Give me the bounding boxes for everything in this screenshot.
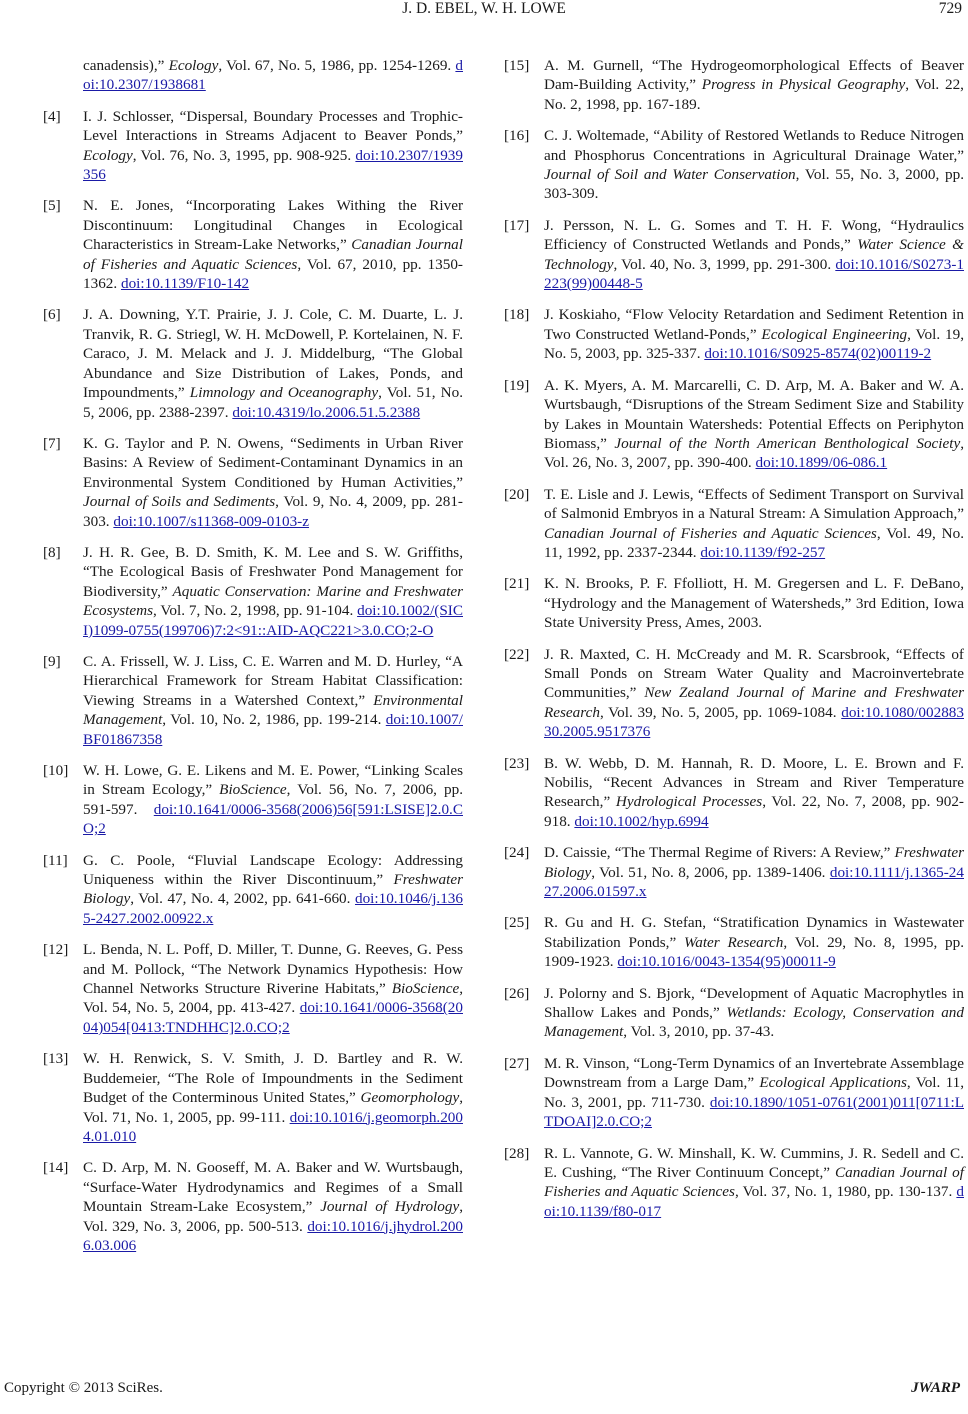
- reference-authors-title: J. A. Downing, Y.T. Prairie, J. J. Cole, C. M. Duarte, L. J. Tranvik, R. G. Striegl, W. H. McDowell, P. Kortelainen, N. F. Caraco, J. M. Melack and J. J. Middelburg, “The Global Abundance and Size Distribution of Lakes, Ponds, and Impoundments,”: [83, 306, 463, 402]
- reference-details: , Vol. 10, No. 2, 1986, pp. 199-214.: [162, 711, 386, 729]
- reference-text: [83, 305, 463, 421]
- reference-journal: Limnology and Oceanography: [189, 384, 379, 402]
- reference-item: [504, 645, 964, 742]
- reference-journal: BioScience: [219, 781, 287, 799]
- reference-details: , Vol. 39, No. 5, 2005, pp. 1069-1084.: [599, 703, 842, 721]
- reference-authors-title: R. L. Vannote, G. W. Minshall, K. W. Cummins, J. R. Sedell and C. E. Cushing, “The River Continuum Concept,”: [544, 1144, 964, 1181]
- reference-details: , Vol. 67, No. 5, 1986, pp. 1254-1269.: [218, 57, 456, 74]
- reference-authors-title: G. C. Poole, “Fluvial Landscape Ecology: Addressing Uniqueness within the River Discontinuum,”: [83, 851, 463, 889]
- reference-text: [83, 196, 463, 293]
- reference-item: [43, 305, 463, 421]
- reference-details: , Vol. 26, No. 3, 2007, pp. 390-400.: [544, 434, 964, 472]
- reference-authors-title: J. Persson, N. L. G. Somes and T. H. F. Wong, “Hydraulics Efficiency of Constructed Wetlands and Ponds,”: [544, 216, 964, 254]
- reference-item: [504, 126, 964, 204]
- reference-journal: Hydrological Processes: [615, 793, 763, 811]
- reference-details: , Vol. 71, No. 1, 2005, pp. 99-111.: [83, 1089, 463, 1126]
- reference-number: [7]: [43, 434, 61, 452]
- doi-link[interactable]: doi:10.1002/hyp.6994: [574, 812, 709, 830]
- doi-link[interactable]: doi:10.1016/S0273-1223(99)00448-5: [544, 255, 964, 293]
- reference-journal: BioScience: [391, 980, 460, 998]
- doi-link[interactable]: doi:10.1007/BF01867358: [83, 711, 463, 748]
- reference-text: [544, 56, 964, 114]
- reference-number: [8]: [43, 543, 61, 561]
- reference-journal: Ecology: [168, 57, 219, 74]
- reference-text: [544, 485, 964, 563]
- right-column: [504, 56, 964, 1233]
- reference-journal: Freshwater Biology: [544, 844, 964, 881]
- reference-details: , Vol. 76, No. 3, 1995, pp. 908-925.: [132, 146, 356, 164]
- reference-authors-title: C. D. Arp, M. N. Gooseff, M. A. Baker and W. Wurtsbaugh, “Surface-Water Hydrodynamics and Regimes of a Small Mountain Stream-Lake Ecosystem,”: [83, 1159, 463, 1216]
- reference-details: , Vol. 51, No. 5, 2006, pp. 2388-2397.: [83, 384, 463, 421]
- doi-link[interactable]: doi:10.4319/lo.2006.51.5.2388: [232, 403, 421, 421]
- reference-authors-title: R. Gu and H. G. Stefan, “Stratification Dynamics in Wastewater Stabilization Ponds,”: [544, 914, 964, 951]
- reference-details: , Vol. 9, No. 4, 2009, pp. 281-303.: [83, 493, 463, 530]
- reference-number: [19]: [504, 376, 530, 394]
- doi-link[interactable]: doi:10.1139/f92-257: [700, 543, 826, 561]
- reference-text: [544, 913, 964, 971]
- reference-text: [544, 645, 964, 742]
- reference-text: [544, 754, 964, 832]
- reference-details: , Vol. 22, No. 2, 1998, pp. 167-189.: [544, 76, 964, 113]
- reference-item: [504, 305, 964, 363]
- reference-text: [83, 107, 463, 185]
- reference-item: [504, 754, 964, 832]
- doi-link[interactable]: doi:10.1016/j.geomorph.2004.01.010: [83, 1108, 463, 1145]
- doi-link[interactable]: doi:10.1016/S0925-8574(02)00119-2: [704, 345, 932, 363]
- doi-link[interactable]: doi:10.1890/1051-0761(2001)011[0711:LTDOAI]2.0.CO;2: [544, 1093, 964, 1131]
- reference-details: , Vol. 56, No. 7, 2006, pp. 591-597.: [83, 781, 464, 818]
- reference-details: , Vol. 55, No. 3, 2000, pp. 303-309.: [544, 166, 965, 203]
- reference-journal: Journal of Soil and Water Conservation: [544, 166, 796, 184]
- reference-journal: New Zealand Journal of Marine and Freshwater Research: [544, 684, 964, 721]
- reference-number: [26]: [504, 984, 530, 1002]
- reference-text: [83, 434, 463, 531]
- reference-number: [12]: [43, 941, 69, 959]
- reference-details: , Vol. 329, No. 3, 2006, pp. 500-513.: [83, 1198, 464, 1235]
- doi-link[interactable]: doi:10.1641/0006-3568(2004)054[0413:TNDHHC]2.0.CO;2: [83, 999, 463, 1036]
- journal-abbrev: JWARP: [911, 1380, 960, 1396]
- doi-link[interactable]: doi:10.1046/j.1365-2427.2002.00922.x: [83, 890, 463, 927]
- reference-authors-title: A. K. Myers, A. M. Marcarelli, C. D. Arp, M. A. Baker and W. A. Wurtsbaugh, “Disruptions of the Stream Sediment Size and Stability by Lakes in Mountain Watersheds: Potential Effects on Periphyton Biomass,”: [544, 376, 964, 452]
- reference-number: [16]: [504, 127, 530, 145]
- reference-item: [43, 940, 463, 1037]
- reference-details: , Vol. 19, No. 5, 2003, pp. 325-337.: [544, 325, 964, 363]
- copyright-notice: Copyright © 2013 SciRes.: [4, 1380, 163, 1396]
- reference-authors-title: C. A. Frissell, W. J. Liss, C. E. Warren and M. D. Hurley, “A Hierarchical Framework for Stream Habitat Classification: Viewing Streams in a Watershed Context,”: [83, 652, 463, 709]
- reference-authors-title: B. W. Webb, D. M. Hannah, R. D. Moore, L. E. Brown and F. Nobilis, “Recent Advances in Stream and River Temperature Research,”: [544, 754, 964, 811]
- reference-details: , Vol. 54, No. 5, 2004, pp. 413-427.: [83, 980, 463, 1017]
- reference-item: [504, 913, 964, 971]
- reference-authors-title: M. R. Vinson, “Long-Term Dynamics of an Invertebrate Assemblage Downstream from a Large Dam,”: [544, 1054, 964, 1092]
- reference-authors-title: J. Koskiaho, “Flow Velocity Retardation and Sediment Retention in Two Constructed Wetland-Ponds,”: [544, 306, 964, 343]
- reference-authors-title: N. E. Jones, “Incorporating Lakes Withing the River Discontinuum: Longitudinal Changes in Ecological Characteristics in Stream-Lake Networks,”: [83, 197, 463, 254]
- reference-item: [504, 843, 964, 901]
- reference-item: [43, 434, 463, 531]
- reference-journal: Water Science & Technology: [544, 236, 964, 273]
- reference-details: , Vol. 51, No. 8, 2006, pp. 1389-1406.: [591, 863, 830, 881]
- doi-link[interactable]: doi:10.2307/1939356: [83, 146, 463, 184]
- reference-text: [83, 652, 463, 749]
- reference-number: [21]: [504, 575, 530, 593]
- reference-details: , Vol. 37, No. 1, 1980, pp. 130-137.: [734, 1183, 957, 1201]
- doi-link[interactable]: doi:10.1899/06-086.1: [755, 454, 888, 472]
- reference-item: [43, 196, 463, 293]
- doi-link[interactable]: doi:10.1007/s11368-009-0103-z: [113, 512, 309, 530]
- reference-journal: Ecological Applications: [759, 1074, 907, 1092]
- reference-authors-title: W. H. Renwick, S. V. Smith, J. D. Bartley and R. W. Buddemeier, “The Role of Impoundments in the Sediment Budget of the Conterminous United States,”: [83, 1050, 463, 1107]
- reference-journal: Water Research: [683, 933, 784, 951]
- reference-text: [544, 843, 964, 901]
- reference-number: [23]: [504, 754, 530, 772]
- reference-text: [83, 851, 463, 929]
- reference-text: [544, 1144, 964, 1222]
- doi-link[interactable]: doi:10.1139/f80-017: [544, 1183, 964, 1220]
- reference-item: [504, 1054, 964, 1132]
- reference-details: , Vol. 47, No. 4, 2002, pp. 641-660.: [130, 890, 355, 908]
- reference-journal: Journal of Hydrology: [320, 1198, 460, 1216]
- doi-link[interactable]: doi:10.2307/1938681: [83, 57, 463, 94]
- reference-item: [43, 1158, 463, 1255]
- reference-journal: Canadian Journal of Fisheries and Aquatic Sciences: [544, 1163, 964, 1201]
- reference-number: [10]: [43, 762, 69, 779]
- running-head-authors: J. D. EBEL, W. H. LOWE: [402, 0, 566, 17]
- doi-link[interactable]: doi:10.1016/j.jhydrol.2006.03.006: [83, 1217, 463, 1254]
- reference-number: [18]: [504, 306, 530, 324]
- reference-text: [83, 543, 463, 640]
- reference-item: [504, 1144, 964, 1222]
- reference-details: , Vol. 7, No. 2, 1998, pp. 91-104.: [153, 602, 358, 620]
- reference-journal: Geomorphology: [360, 1089, 460, 1107]
- reference-item: [43, 543, 463, 640]
- reference-journal: Canadian Journal of Fisheries and Aquatic Sciences: [544, 524, 877, 542]
- reference-number: [5]: [43, 197, 61, 215]
- reference-journal: Ecological Engineering: [761, 325, 908, 343]
- doi-link[interactable]: doi:10.1111/j.1365-2427.2006.01597.x: [544, 863, 964, 901]
- reference-authors-title: I. J. Schlosser, “Dispersal, Boundary Processes and Trophic-Level Interactions in Streams Adjacent to Beaver Ponds,”: [83, 107, 463, 145]
- reference-authors-title: T. E. Lisle and J. Lewis, “Effects of Sediment Transport on Survival of Salmonid Embryos in a Natural Stream: A Simulation Approach,”: [544, 485, 964, 523]
- doi-link[interactable]: doi:10.1002/(SICI)1099-0755(199706)7:2<91::AID-AQC221>3.0.CO;2-O: [83, 602, 463, 639]
- reference-item: [504, 216, 964, 294]
- reference-details: , Vol. 29, No. 8, 1995, pp. 1909-1923.: [544, 933, 964, 971]
- reference-authors-title: D. Caissie, “The Thermal Regime of Rivers: A Review,”: [544, 844, 895, 862]
- reference-details: , Vol. 67, 2010, pp. 1350-1362.: [83, 255, 463, 293]
- reference-journal: Ecology: [83, 146, 133, 164]
- reference-journal: Freshwater Biology: [83, 871, 463, 908]
- doi-link[interactable]: doi:10.1139/F10-142: [120, 275, 250, 293]
- reference-journal: Journal of the North American Benthological Society: [614, 434, 961, 452]
- doi-link[interactable]: doi:10.1080/00288330.2005.9517376: [544, 703, 964, 741]
- page-number: 729: [938, 0, 962, 17]
- reference-number: [25]: [504, 914, 530, 932]
- reference-item: [504, 574, 964, 632]
- reference-authors-title: canadensis),”: [83, 57, 169, 74]
- reference-authors-title: C. J. Woltemade, “Ability of Restored Wetlands to Reduce Nitrogen and Phosphorus Concentrations in Agricultural Drainage Water,”: [544, 127, 964, 164]
- reference-text: [83, 56, 463, 95]
- reference-authors-title: L. Benda, N. L. Poff, D. Miller, T. Dunne, G. Reeves, G. Pess and M. Pollock, “The Network Dynamics Hypothesis: How Channel Networks Structure Riverine Habitats,”: [83, 941, 463, 998]
- reference-item: [504, 376, 964, 473]
- reference-text: [83, 1158, 463, 1255]
- reference-number: [14]: [43, 1159, 69, 1177]
- reference-details: , Vol. 22, No. 7, 2008, pp. 902-918.: [544, 793, 964, 830]
- reference-number: [20]: [504, 485, 530, 503]
- reference-item: [43, 107, 463, 185]
- reference-journal: Wetlands: Ecology, Conservation and Management: [544, 1004, 964, 1041]
- reference-item: [43, 761, 463, 839]
- reference-authors-title: J. H. R. Gee, B. D. Smith, K. M. Lee and S. W. Griffiths, “The Ecological Basis of Freshwater Pond Management for Biodiversity,”: [83, 543, 463, 600]
- reference-item: [43, 652, 463, 749]
- reference-item: [504, 56, 964, 114]
- reference-text: [544, 574, 964, 632]
- reference-authors-title: A. M. Gurnell, “The Hydrogeomorphological Effects of Beaver Dam-Building Activity,”: [544, 57, 964, 94]
- reference-text: [544, 216, 964, 294]
- reference-item: [43, 1049, 463, 1146]
- reference-number: [9]: [43, 652, 61, 670]
- reference-details: , Vol. 3, 2010, pp. 37-43.: [623, 1023, 775, 1041]
- reference-item: [43, 56, 463, 95]
- reference-text: [83, 761, 463, 839]
- reference-item: [43, 851, 463, 929]
- reference-authors-title: J. R. Maxted, C. H. McCready and M. R. Scarsbrook, “Effects of Small Ponds on Stream Water Quality and Macroinvertebrate Communities,”: [544, 645, 964, 702]
- reference-number: [6]: [43, 306, 61, 324]
- reference-text: [83, 1049, 463, 1146]
- reference-journal: Aquatic Conservation: Marine and Freshwater Ecosystems: [83, 582, 463, 620]
- reference-details: , Vol. 40, No. 3, 1999, pp. 291-300.: [613, 255, 836, 273]
- reference-text: [544, 1054, 964, 1132]
- reference-details: , Vol. 49, No. 11, 1992, pp. 2337-2344.: [544, 524, 964, 561]
- reference-item: [504, 485, 964, 563]
- reference-number: [4]: [43, 107, 61, 125]
- reference-number: [11]: [43, 851, 68, 869]
- reference-authors-title: W. H. Lowe, G. E. Likens and M. E. Power, “Linking Scales in Stream Ecology,”: [83, 762, 463, 799]
- reference-number: [28]: [504, 1144, 530, 1162]
- page-header: [0, 0, 968, 24]
- reference-text: [83, 940, 463, 1037]
- left-column: [43, 56, 463, 1267]
- page-footer: [0, 1380, 968, 1400]
- doi-link[interactable]: doi:10.1016/0043-1354(95)00011-9: [617, 953, 836, 971]
- reference-authors-title: K. N. Brooks, P. F. Ffolliott, H. M. Gregersen and L. F. DeBano, “Hydrology and the Management of Watersheds,” 3rd Edition, Iowa State University Press, Ames, 2003.: [544, 575, 964, 632]
- reference-number: [15]: [504, 57, 530, 74]
- reference-number: [27]: [504, 1054, 530, 1072]
- reference-text: [544, 984, 964, 1042]
- reference-authors-title: J. Polorny and S. Bjork, “Development of Aquatic Macrophytles in Shallow Lakes and Ponds,”: [544, 984, 964, 1022]
- doi-link[interactable]: doi:10.1641/0006-3568(2006)56[591:LSISE]2.0.CO;2: [83, 800, 463, 838]
- reference-number: [17]: [504, 216, 530, 234]
- reference-number: [13]: [43, 1050, 69, 1068]
- reference-number: [24]: [504, 844, 530, 862]
- reference-journal: Progress in Physical Geography: [701, 76, 906, 94]
- reference-item: [504, 984, 964, 1042]
- reference-journal: Journal of Soils and Sediments: [83, 493, 276, 511]
- reference-text: [544, 376, 964, 473]
- reference-text: [544, 126, 964, 204]
- reference-text: [544, 305, 964, 363]
- reference-journal: Canadian Journal of Fisheries and Aquatic Sciences: [83, 236, 463, 273]
- reference-details: , Vol. 11, No. 3, 2001, pp. 711-730.: [544, 1074, 964, 1111]
- reference-journal: Environmental Management: [83, 691, 463, 729]
- reference-authors-title: K. G. Taylor and P. N. Owens, “Sediments in Urban River Basins: A Review of Sediment-Contaminant Dynamics in an Environmental System Conditioned by Human Activities,”: [83, 434, 463, 491]
- reference-number: [22]: [504, 645, 530, 663]
